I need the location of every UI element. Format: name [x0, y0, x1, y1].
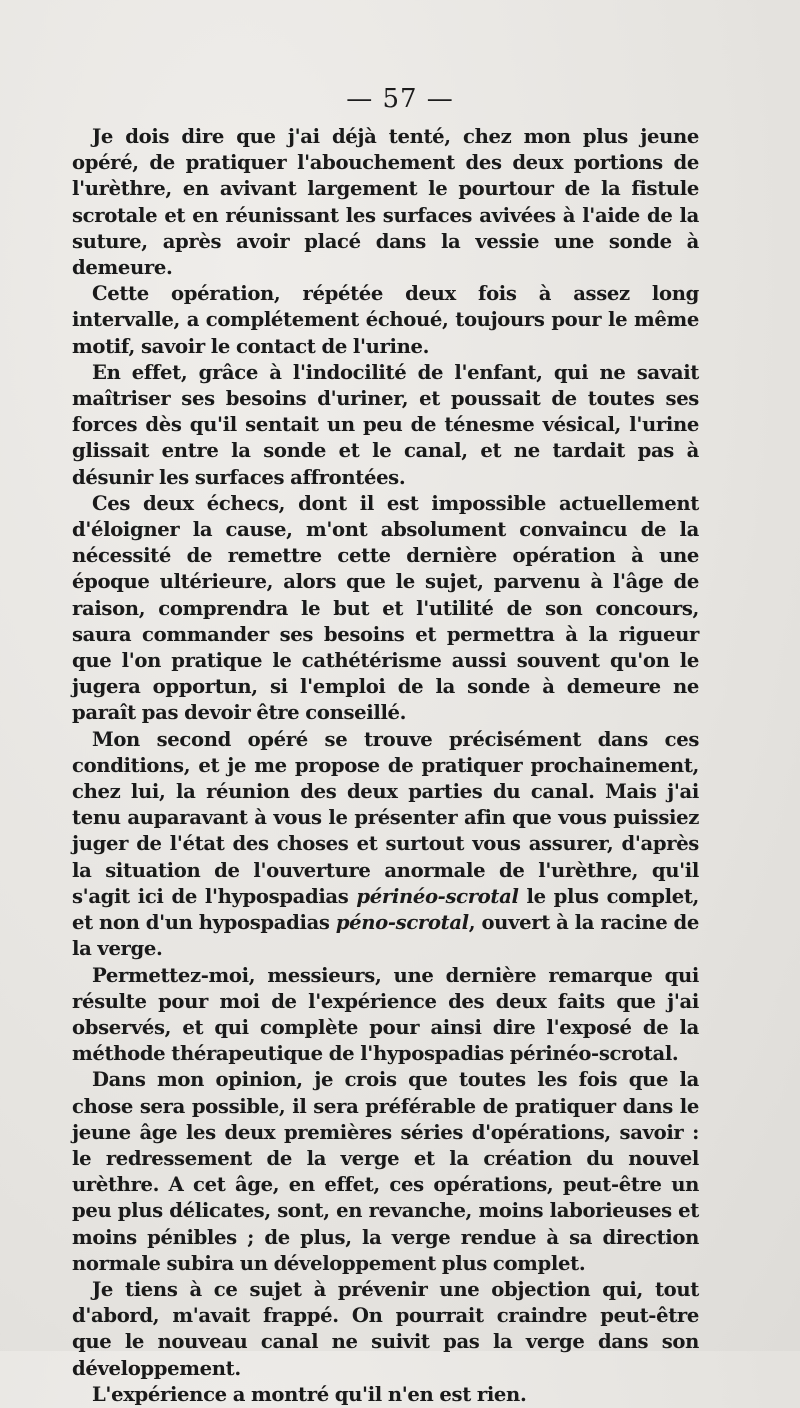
paragraph-3: En effet, grâce à l'indocilité de l'enfant, qui ne savait maîtriser ses besoins d'uriner, et poussait de toutes ses forces dès qu'il sentait un peu de ténesme vésical, l'urine glissait entre la sonde et le canal, et ne tardait pas à désunir les surfaces affrontées. — [72, 360, 699, 489]
term-perineo-scrotal: périnéo-scrotal — [356, 884, 519, 908]
paragraph-2: Cette opération, répétée deux fois à assez long intervalle, a complétement échoué, toujours pour le même motif, savoir le contact de l'urine. — [72, 282, 699, 358]
paragraph-5-part-c: , ouvert à la racine de la verge. — [72, 911, 699, 961]
paragraph-6: Permettez-moi, messieurs, une dernière remarque qui résulte pour moi de l'expérience des deux faits que j'ai observés, et qui complète pour ainsi dire l'exposé de la méthode thérapeutique de l'hypospadias périnéo-scrotal. — [72, 963, 699, 1066]
paragraph-5-part-b: le plus complet, et non d'un hypospadias — [72, 884, 700, 935]
term-peno-scrotal: péno-scrotal — [335, 911, 469, 935]
paragraph-5-part-a: Mon second opéré se trouve précisément dans ces conditions, et je me propose de pratiquer prochainement, chez lui, la réunion des deux parties du canal. Mais j'ai tenu auparavant à vous le présenter afin que vous puissiez juger de l'état des choses et surtout vous assurer, d'après la situation de l'ouverture anormale de l'urèthre, qu'il s'agit ici de l'hypospadias — [72, 727, 699, 908]
paragraph-8: Je tiens à ce sujet à prévenir une objection qui, tout d'abord, m'avait frappé. On pourrait craindre peut-être que le nouveau canal ne suivit pas la verge dans son développement. — [72, 1277, 699, 1380]
page-body — [72, 124, 699, 1408]
paragraph-4: Ces deux échecs, dont il est impossible actuellement d'éloigner la cause, m'ont absolument convaincu de la nécessité de remettre cette dernière opération à une époque ultérieure, alors que le sujet, parvenu à l'âge de raison, comprendra le but et l'utilité de son concours, saura commander ses besoins et permettra à la rigueur que l'on pratique le cathétérisme aussi souvent qu'on le jugera opportun, si l'emploi de la sonde à demeure ne paraît pas devoir être conseillé. — [72, 491, 699, 725]
paragraph-5 — [72, 727, 699, 963]
page-number: — 57 — — [346, 84, 454, 114]
paragraph-1: Je dois dire que j'ai déjà tenté, chez mon plus jeune opéré, de pratiquer l'abouchement des deux portions de l'urèthre, en avivant largement le pourtour de la fistule scrotale et en réunissant les surfaces avivées à l'aide de la suture, après avoir placé dans la vessie une sonde à demeure. — [72, 125, 699, 280]
paragraph-7: Dans mon opinion, je crois que toutes les fois que la chose sera possible, il sera préférable de pratiquer dans le jeune âge les deux premières séries d'opérations, savoir : le redressement de la verge et la création du nouvel urèthre. A cet âge, en effet, ces opérations, peut-être un peu plus délicates, sont, en revanche, moins laborieuses et moins pénibles ; de plus, la verge rendue à sa direction normale subira un développement plus complet. — [72, 1068, 699, 1275]
paragraph-9: L'expérience a montré qu'il n'en est rien. — [92, 1382, 527, 1406]
